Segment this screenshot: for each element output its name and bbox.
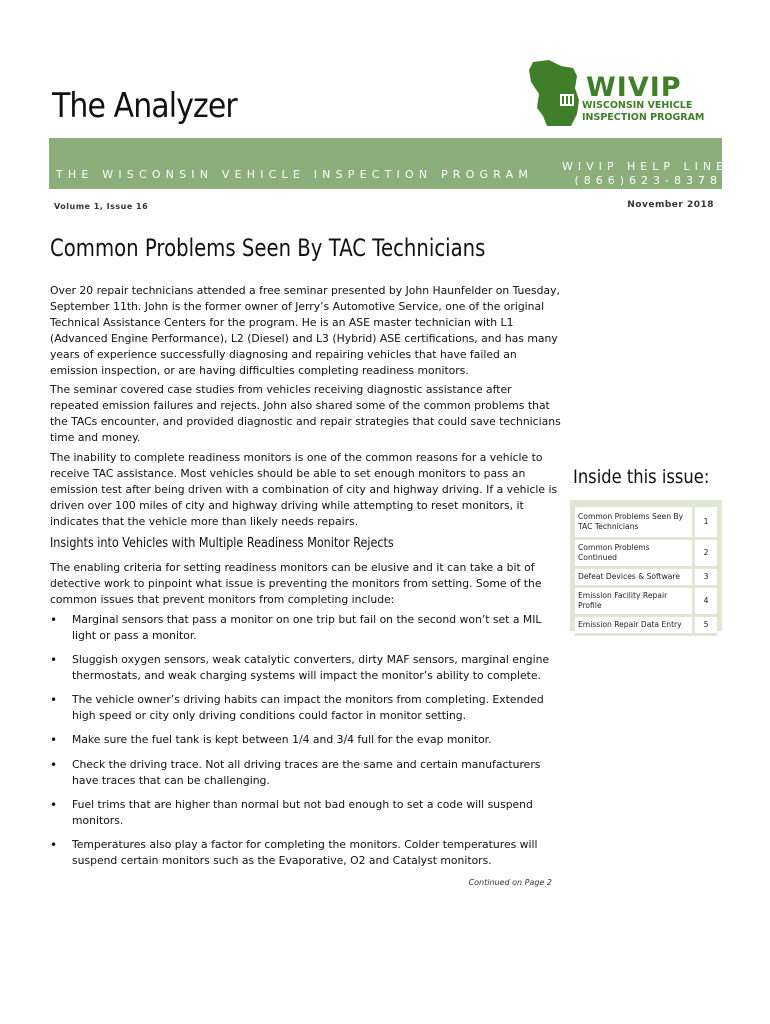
toc-label: Common Problems Seen By TAC Technicians xyxy=(575,507,694,539)
logo-wordmark: WIVIP xyxy=(586,72,682,103)
article-paragraph: Over 20 repair technicians attended a free seminar presented by John Haunfelder on Tuesday, September 11th. John is the former owner of Jerry’s Automotive Service, one of the original Technical Assistance Centers for the program. He is an ASE master technician with L1 (Advanced Engine Performance), L2 (Diesel) and L3 (Hybrid) ASE certifications, and has many years of experience successfully diagnosing and repairing vehicles that have failed an emission inspection, or are having difficulties completing readiness monitors. xyxy=(50,284,560,377)
issues-list xyxy=(48,612,563,869)
logo-subtitle-line2: INSPECTION PROGRAM xyxy=(582,112,705,123)
toc-label: Defeat Devices & Software xyxy=(575,568,694,587)
help-line xyxy=(562,160,729,188)
list-item: • Temperatures also play a factor for completing the monitors. Colder temperatures will suspend certain monitors such as the Evaporative, O2 and Catalyst monitors. xyxy=(48,837,563,869)
toc-row[interactable] xyxy=(575,507,717,539)
toc-page: 1 xyxy=(694,507,718,539)
article-paragraph: The inability to complete readiness monitors is one of the common reasons for a vehicle to receive TAC assistance. Most vehicles should be able to set enough monitors to pass an emission test after being driven with a combination of city and highway driving. If a vehicle is driven over 100 miles of city and highway driving while attempting to reset monitors, it indicates that the vehicle more than likely needs repairs. xyxy=(50,451,558,528)
toc-page: 2 xyxy=(694,539,718,568)
article-paragraph: The seminar covered case studies from vehicles receiving diagnostic assistance after repeated emission failures and rejects. John also shared some of the common problems that the TACs encounter, and provided diagnostic and repair strategies that could save technicians time and money. xyxy=(50,383,561,444)
list-item: • Check the driving trace. Not all driving traces are the same and certain manufacturers have traces that can be challenging. xyxy=(48,757,563,789)
toc-row[interactable] xyxy=(575,568,717,587)
section-intro: The enabling criteria for setting readiness monitors can be elusive and it can take a bit of detective work to pinpoint what issue is preventing the monitors from setting. Some of the common issues that prevent monitors from completing include: xyxy=(50,561,542,606)
toc-page: 3 xyxy=(694,568,718,587)
help-line-label: WIVIP HELP LINE xyxy=(562,160,729,173)
toc-table xyxy=(575,507,717,636)
program-name: THE WISCONSIN VEHICLE INSPECTION PROGRAM xyxy=(56,168,534,181)
list-item: • The vehicle owner’s driving habits can impact the monitors from completing. Extended high speed or city only driving conditions could factor in monitor setting. xyxy=(48,692,563,724)
toc-label: Emission Facility Repair Profile xyxy=(575,587,694,616)
section-subheading: Insights into Vehicles with Multiple Readiness Monitor Rejects xyxy=(50,536,394,551)
toc-page: 4 xyxy=(694,587,718,616)
newsletter-title: The Analyzer xyxy=(52,86,237,126)
toc-row[interactable] xyxy=(575,616,717,635)
issue-date: November 2018 xyxy=(627,200,714,210)
toc-row[interactable] xyxy=(575,587,717,616)
toc-label: Emission Repair Data Entry xyxy=(575,616,694,635)
list-item: • Marginal sensors that pass a monitor on one trip but fail on the second won’t set a MIL light or pass a monitor. xyxy=(48,612,563,644)
help-line-phone: (866)623-8378 xyxy=(574,174,722,187)
list-item: • Fuel trims that are higher than normal but not bad enough to set a code will suspend monitors. xyxy=(48,797,563,829)
logo-subtitle-line1: WISCONSIN VEHICLE xyxy=(582,100,693,111)
toc-row[interactable] xyxy=(575,539,717,568)
logo-subtitle xyxy=(582,100,704,124)
toc-label: Common Problems Continued xyxy=(575,539,694,568)
continued-note: Continued on Page 2 xyxy=(468,878,552,887)
list-item: • Make sure the fuel tank is kept between 1/4 and 3/4 full for the evap monitor. xyxy=(48,732,563,748)
inside-issue-heading: Inside this issue: xyxy=(573,466,710,488)
toc-page: 5 xyxy=(694,616,718,635)
article-title: Common Problems Seen By TAC Technicians xyxy=(50,234,486,262)
volume-issue: Volume 1, Issue 16 xyxy=(54,202,149,211)
wisconsin-map-icon xyxy=(529,60,579,126)
list-item: • Sluggish oxygen sensors, weak catalytic converters, dirty MAF sensors, marginal engine thermostats, and weak charging systems will impact the monitor’s ability to complete. xyxy=(48,652,563,684)
